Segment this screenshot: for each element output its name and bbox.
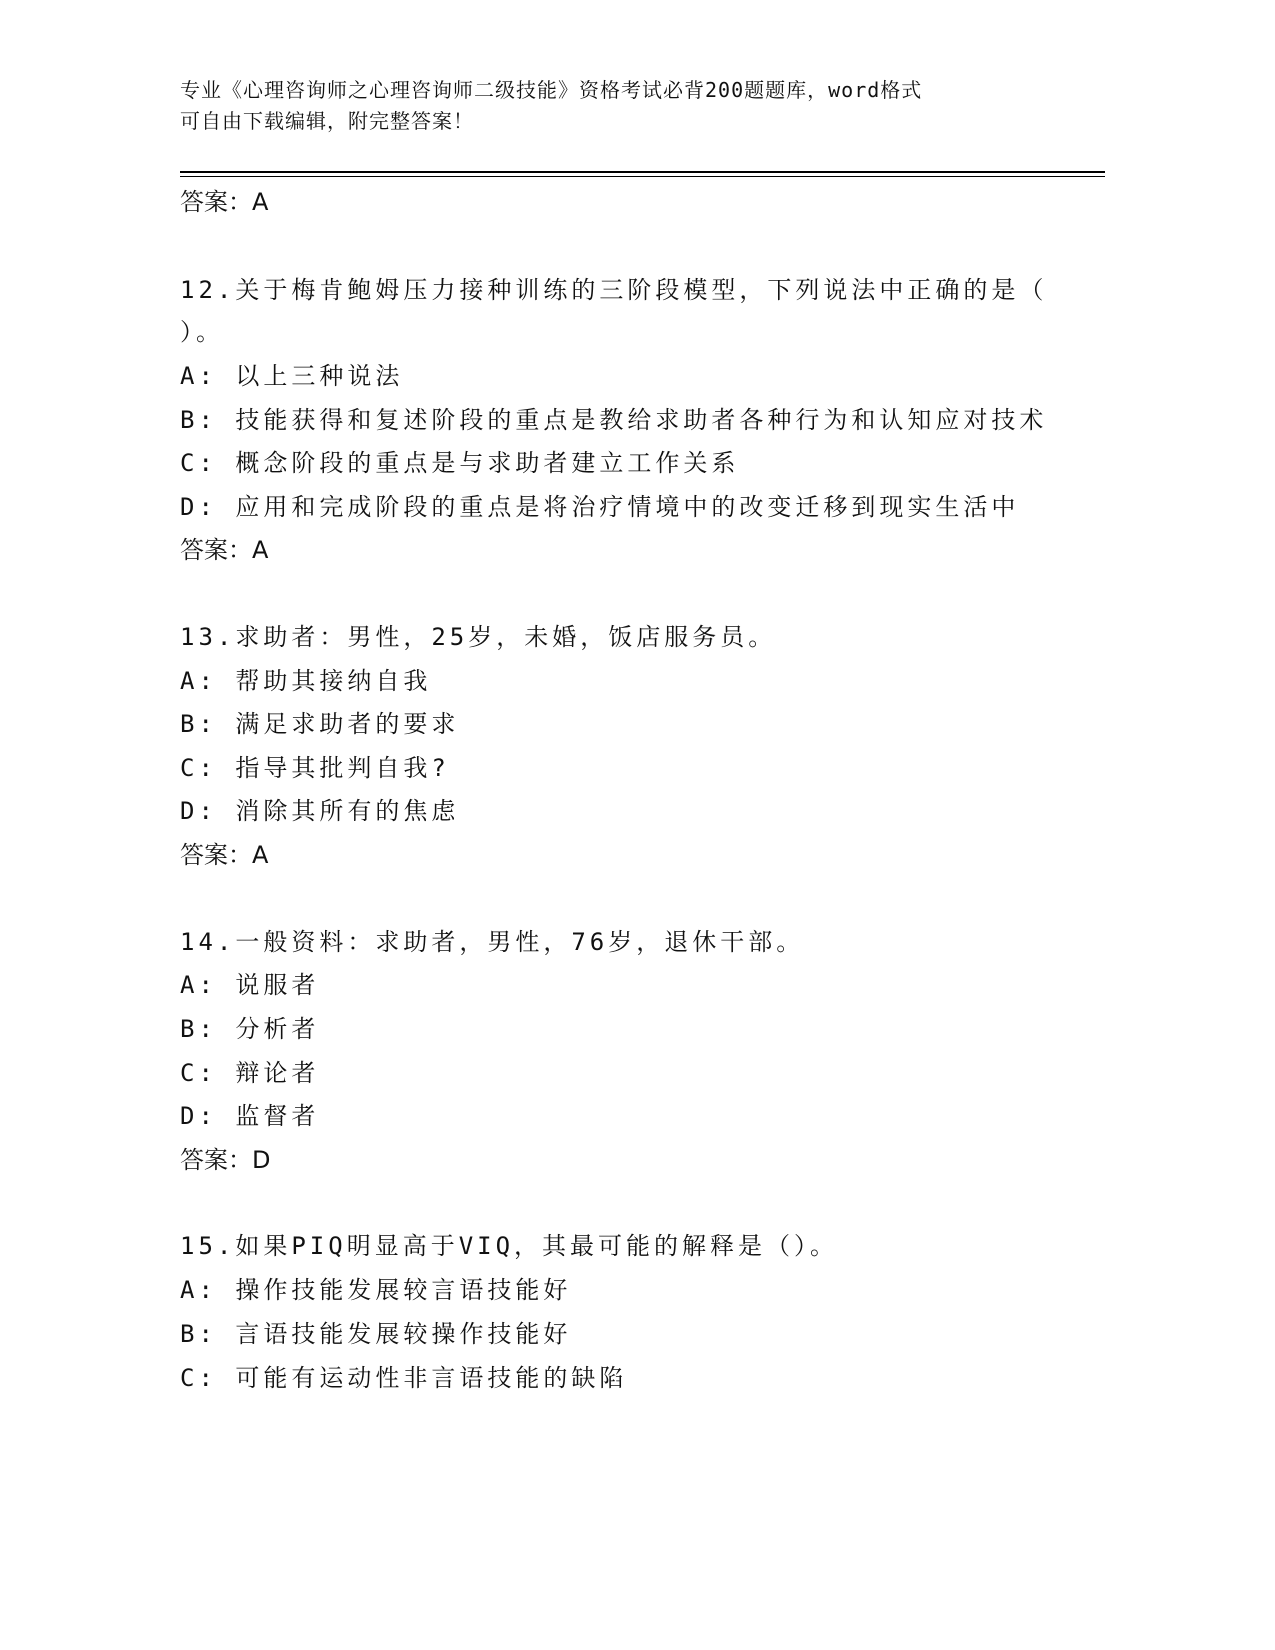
question-12-option-d: D: 应用和完成阶段的重点是将治疗情境中的改变迁移到现实生活中: [180, 493, 1020, 521]
question-12-answer: 答案：A: [180, 536, 269, 564]
header-line-2: 可自由下载编辑，附完整答案！: [180, 109, 474, 133]
question-14-option-a: A: 说服者: [180, 971, 320, 999]
question-14-answer: 答案：D: [180, 1146, 271, 1174]
question-14-stem: 14.一般资料：求助者，男性，76岁，退休干部。: [180, 928, 805, 956]
question-15-stem: 15.如果PIQ明显高于VIQ，其最可能的解释是（）。: [180, 1232, 839, 1260]
question-12-stem: 12.关于梅肯鲍姆压力接种训练的三阶段模型，下列说法中正确的是（: [180, 276, 1048, 304]
question-12-option-a: A: 以上三种说法: [180, 362, 404, 390]
question-13-option-c: C: 指导其批判自我?: [180, 754, 450, 782]
previous-answer: 答案：A: [180, 188, 269, 216]
question-15-option-c: C: 可能有运动性非言语技能的缺陷: [180, 1364, 628, 1392]
question-12-option-c: C: 概念阶段的重点是与求助者建立工作关系: [180, 449, 740, 477]
question-13-option-d: D: 消除其所有的焦虑: [180, 797, 460, 825]
question-15-option-b: B: 言语技能发展较操作技能好: [180, 1320, 572, 1348]
header-line-1: 专业《心理咨询师之心理咨询师二级技能》资格考试必背200题题库，word格式: [180, 78, 923, 102]
question-13-option-a: A: 帮助其接纳自我: [180, 667, 432, 695]
question-14-option-d: D: 监督者: [180, 1102, 320, 1130]
question-12-option-b: B: 技能获得和复述阶段的重点是教给求助者各种行为和认知应对技术: [180, 406, 1048, 434]
question-13-option-b: B: 满足求助者的要求: [180, 710, 460, 738]
question-12-stem-cont: ）。: [180, 318, 224, 346]
question-15-option-a: A: 操作技能发展较言语技能好: [180, 1276, 572, 1304]
header-divider-thin: [180, 176, 1105, 177]
question-14-option-c: C: 辩论者: [180, 1059, 320, 1087]
header-divider: [180, 171, 1105, 173]
question-13-answer: 答案：A: [180, 841, 269, 869]
question-13-stem: 13.求助者：男性，25岁，未婚，饭店服务员。: [180, 623, 777, 651]
question-14-option-b: B: 分析者: [180, 1015, 320, 1043]
